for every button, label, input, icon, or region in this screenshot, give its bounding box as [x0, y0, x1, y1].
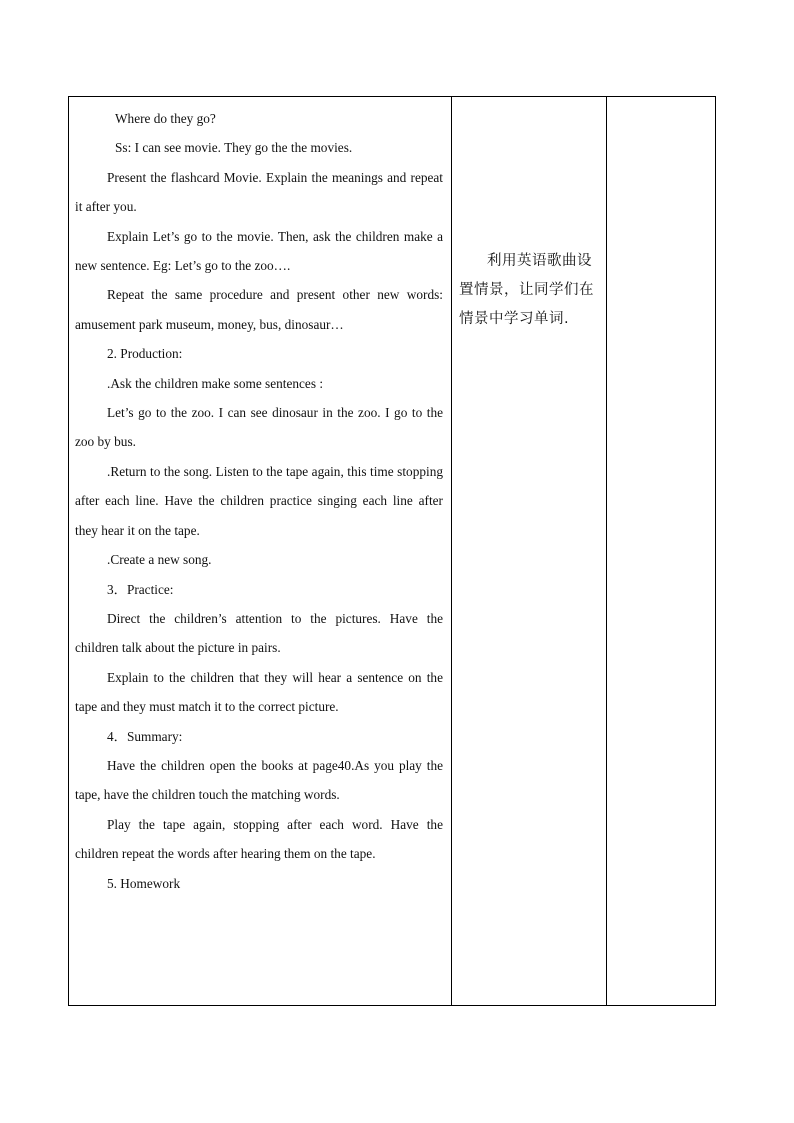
lesson-plan-table: [68, 96, 716, 1006]
procedure-line: Ss: I can see movie. They go the the movies.: [115, 140, 353, 156]
procedure-line: Have the children open the books at page40.As you play the tape, have the children touch the matching words.: [75, 757, 443, 803]
section-heading: 4．Summary:: [107, 728, 183, 744]
procedure-line: Play the tape again, stopping after each word. Have the children repeat the words after hearing them on the tape.: [75, 816, 443, 862]
procedure-line: Explain to the children that they will hear a sentence on the tape and they must match it to the correct picture.: [75, 669, 443, 715]
column-divider: [606, 97, 607, 1005]
procedure-line: Present the flashcard Movie. Explain the meanings and repeat it after you.: [75, 169, 443, 215]
design-intent-cell: [459, 247, 601, 334]
teaching-procedure-cell: [75, 104, 443, 898]
procedure-line: .Ask the children make some sentences :: [107, 375, 324, 391]
procedure-line: .Create a new song.: [107, 552, 212, 568]
procedure-line: Repeat the same procedure and present other new words: amusement park museum, money, bus, dinosaur…: [75, 287, 443, 332]
column-divider: [451, 97, 452, 1005]
design-intent-text: 利用英语歌曲设置情景，让同学们在情景中学习单词.: [459, 253, 594, 327]
procedure-line: Explain Let’s go to the movie. Then, ask the children make a new sentence. Eg: Let’s go to the zoo….: [75, 228, 443, 274]
section-heading: 2. Production:: [107, 346, 183, 362]
procedure-line: Where do they go?: [115, 111, 216, 126]
procedure-line: Direct the children’s attention to the pictures. Have the children talk about the picture in pairs.: [75, 610, 443, 656]
procedure-line: .Return to the song. Listen to the tape again, this time stopping after each line. Have the children practice singing each line after they hear it on the tape.: [75, 463, 443, 538]
procedure-line: Let’s go to the zoo. I can see dinosaur in the zoo. I go to the zoo by bus.: [75, 405, 443, 450]
section-heading: 5. Homework: [107, 875, 181, 891]
section-heading: 3．Practice:: [107, 581, 174, 597]
